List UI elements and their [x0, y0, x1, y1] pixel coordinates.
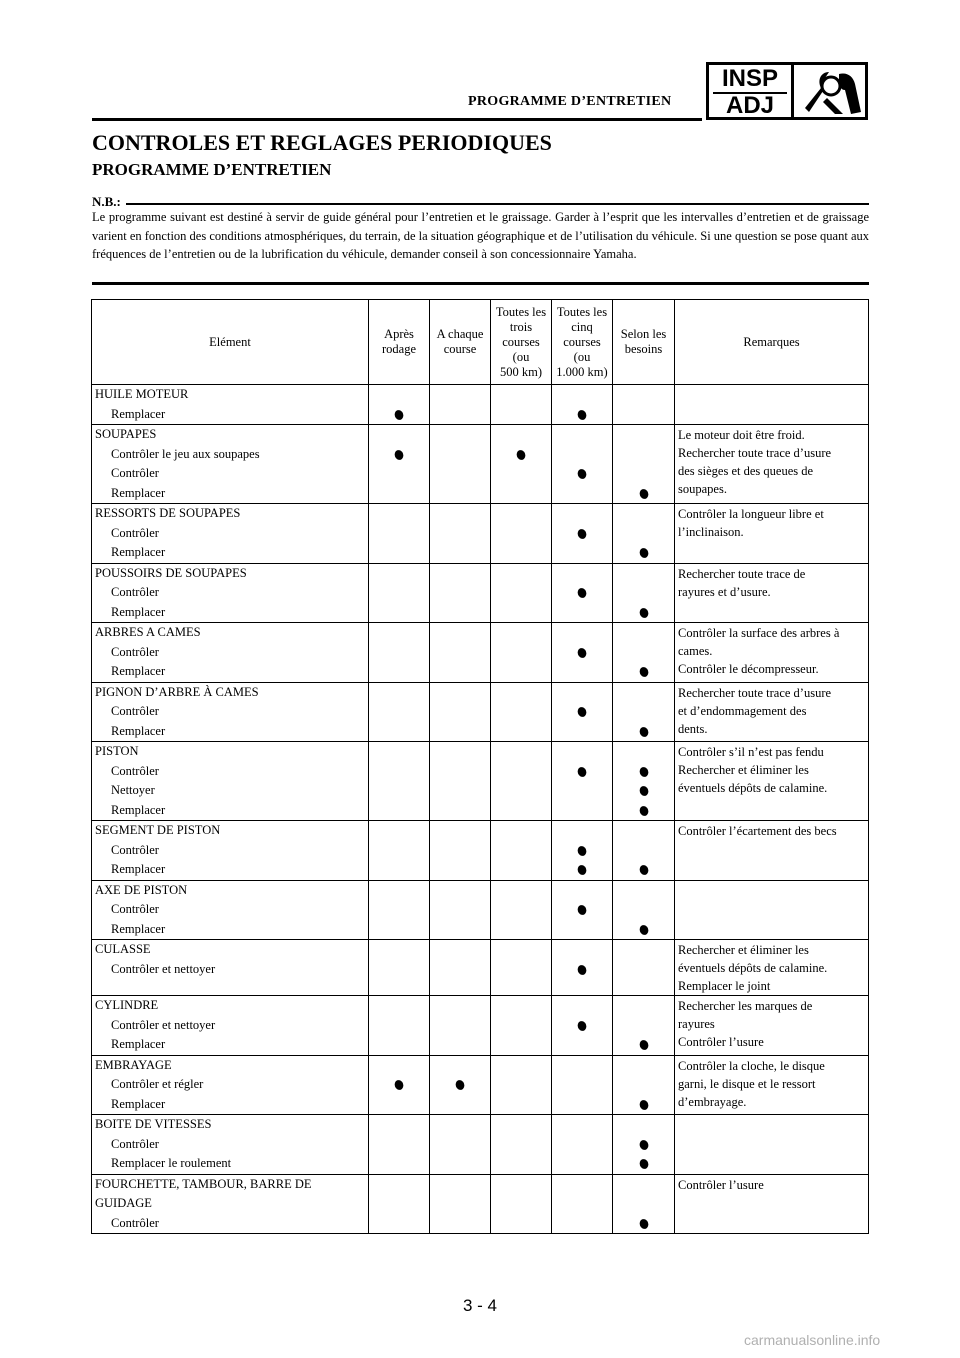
badge-adj-label: ADJ — [725, 92, 774, 119]
item-action: Contrôler — [111, 585, 159, 599]
interval-cell — [430, 623, 491, 683]
item-action: Contrôler — [111, 644, 159, 659]
header-every-three-races — [491, 300, 552, 385]
item-cell — [92, 742, 369, 821]
bullet-mark — [638, 1158, 649, 1170]
page-title: CONTROLES ET REGLAGES PERIODIQUES — [92, 130, 552, 155]
header-line: besoins — [624, 342, 663, 356]
remark-line: éventuels dépôts de calamine. — [678, 781, 828, 795]
interval-cell — [430, 996, 491, 1056]
item-cell — [92, 504, 369, 564]
item-action: Contrôler — [111, 1136, 159, 1151]
bullet-mark — [638, 547, 649, 559]
item-title: FOURCHETTE, TAMBOUR, BARRE DE — [95, 1176, 312, 1191]
page-subtitle: PROGRAMME D’ENTRETIEN — [92, 160, 332, 179]
bullet-mark — [638, 1138, 649, 1150]
interval-cell — [369, 742, 430, 821]
interval-cell — [369, 425, 430, 504]
item-title: PIGNON D’ARBRE À CAMES — [95, 684, 259, 699]
item-cell — [92, 940, 369, 996]
table-row — [92, 821, 869, 881]
item-cell — [92, 623, 369, 683]
table-row — [92, 1174, 869, 1234]
header-element: Elément — [92, 300, 369, 385]
table-row — [92, 1115, 869, 1175]
wrench-tools-icon — [799, 68, 865, 118]
bullet-mark — [638, 1098, 649, 1110]
item-cell — [92, 682, 369, 742]
interval-cell — [491, 623, 552, 683]
interval-cell — [552, 425, 613, 504]
header-every-five-races — [552, 300, 613, 385]
item-action: Remplacer — [111, 406, 166, 421]
remarks-cell — [675, 940, 869, 996]
item-title: POUSSOIRS DE SOUPAPES — [95, 565, 247, 580]
watermark: carmanualsonline.info — [744, 1332, 881, 1348]
interval-cell — [491, 1174, 552, 1234]
remarks-cell — [675, 742, 869, 821]
header-remarks: Remarques — [675, 300, 869, 385]
header-line: rodage — [381, 342, 416, 356]
bullet-mark — [638, 725, 649, 737]
header-rule — [92, 118, 702, 121]
remark-line: Contrôler la cloche, le disque — [678, 1058, 825, 1073]
remark-line: rayures et d’usure. — [678, 584, 771, 599]
bullet-mark — [393, 448, 404, 460]
header-line: courses — [502, 334, 540, 349]
item-action: Remplacer — [111, 802, 166, 817]
remarks-cell — [675, 996, 869, 1056]
badge-insp-label: INSP — [721, 65, 778, 92]
interval-cell — [613, 996, 675, 1056]
interval-cell — [430, 821, 491, 881]
remark-line: Rechercher et éliminer les — [678, 943, 809, 957]
interval-cell — [552, 385, 613, 425]
bullet-mark — [576, 963, 587, 975]
header-line: course — [443, 342, 477, 356]
remarks-cell — [675, 425, 869, 504]
remarks-cell — [675, 385, 869, 425]
maintenance-table — [91, 299, 869, 1234]
table-row — [92, 996, 869, 1056]
item-title: CYLINDRE — [95, 998, 159, 1012]
interval-cell — [369, 1055, 430, 1115]
bullet-mark — [576, 765, 587, 777]
remark-line: éventuels dépôts de calamine. — [678, 961, 828, 975]
item-cell — [92, 821, 369, 881]
item-action: Contrôler — [111, 842, 159, 857]
item-action: Remplacer — [111, 664, 166, 678]
remark-line: d’embrayage. — [678, 1094, 747, 1109]
interval-cell — [552, 880, 613, 940]
item-action: Remplacer — [111, 921, 166, 936]
header-line: trois — [509, 319, 533, 334]
interval-cell — [491, 742, 552, 821]
interval-cell — [613, 425, 675, 504]
item-title: SOUPAPES — [95, 427, 157, 441]
bullet-mark — [638, 1039, 649, 1051]
bullet-mark — [576, 706, 587, 718]
remark-line: Rechercher toute trace d’usure — [678, 685, 832, 700]
remark-line: Rechercher les marques de — [678, 999, 813, 1013]
bullet-mark — [576, 646, 587, 658]
item-action: Contrôler le jeu aux soupapes — [111, 446, 260, 461]
item-title: AXE DE PISTON — [95, 882, 188, 897]
table-row — [92, 1055, 869, 1115]
interval-cell — [491, 821, 552, 881]
remark-line: Le moteur doit être froid. — [678, 428, 805, 442]
interval-cell — [491, 504, 552, 564]
bullet-mark — [638, 785, 649, 797]
interval-cell — [613, 563, 675, 623]
interval-cell — [430, 880, 491, 940]
item-action: Remplacer — [111, 485, 166, 500]
bullet-mark — [515, 448, 526, 460]
item-action: Remplacer — [111, 723, 166, 738]
item-action: Remplacer le roulement — [111, 1156, 232, 1170]
table-row — [92, 623, 869, 683]
interval-cell — [430, 1174, 491, 1234]
remark-line: Contrôler l’usure — [678, 1035, 764, 1049]
interval-cell — [430, 425, 491, 504]
bullet-mark — [638, 765, 649, 777]
interval-cell — [369, 623, 430, 683]
interval-cell — [430, 504, 491, 564]
item-cell — [92, 1055, 369, 1115]
header-every-race — [430, 300, 491, 385]
interval-cell — [552, 1055, 613, 1115]
interval-cell — [552, 682, 613, 742]
bullet-mark — [576, 844, 587, 856]
remarks-cell — [675, 504, 869, 564]
header-line: 1.000 km) — [556, 364, 608, 379]
interval-cell — [613, 385, 675, 425]
badge-separator — [791, 65, 794, 117]
interval-cell — [613, 1115, 675, 1175]
interval-cell — [430, 1115, 491, 1175]
interval-cell — [613, 880, 675, 940]
item-title: HUILE MOTEUR — [95, 387, 189, 401]
interval-cell — [369, 504, 430, 564]
bullet-mark — [638, 666, 649, 678]
item-action: Contrôler — [111, 704, 159, 718]
item-action: Remplacer — [111, 1037, 166, 1051]
item-title: CULASSE — [95, 942, 151, 956]
bullet-mark — [638, 864, 649, 876]
interval-cell — [369, 996, 430, 1056]
interval-cell — [369, 563, 430, 623]
item-title: EMBRAYAGE — [95, 1057, 172, 1072]
remark-line: dents. — [678, 721, 708, 736]
running-header-title: PROGRAMME D’ENTRETIEN — [468, 94, 672, 109]
remark-line: Rechercher toute trace de — [678, 566, 806, 581]
interval-cell — [552, 1115, 613, 1175]
interval-cell — [369, 880, 430, 940]
table-row — [92, 425, 869, 504]
bullet-mark — [638, 606, 649, 618]
item-action: Contrôler — [111, 902, 159, 916]
interval-cell — [491, 425, 552, 504]
header-line: cinq — [571, 319, 593, 334]
remark-line: Rechercher et éliminer les — [678, 763, 809, 777]
interval-cell — [552, 940, 613, 996]
bullet-mark — [576, 408, 587, 420]
item-title: BOITE DE VITESSES — [95, 1117, 212, 1131]
bullet-mark — [576, 1019, 587, 1031]
item-action: Contrôler et nettoyer — [111, 961, 216, 976]
interval-cell — [552, 504, 613, 564]
item-title: ARBRES A CAMES — [95, 625, 201, 639]
remarks-cell — [675, 880, 869, 940]
item-cell — [92, 563, 369, 623]
table-row — [92, 504, 869, 564]
interval-cell — [491, 1055, 552, 1115]
bullet-mark — [576, 587, 587, 599]
remark-line: et d’endommagement des — [678, 703, 807, 718]
bullet-mark — [638, 804, 649, 816]
item-action: Remplacer — [111, 1096, 166, 1111]
remarks-cell — [675, 682, 869, 742]
interval-cell — [430, 385, 491, 425]
remark-line: des sièges et des queues de — [678, 464, 814, 478]
remark-line: soupapes. — [678, 482, 727, 496]
item-action: Remplacer — [111, 604, 166, 619]
item-title: PISTON — [95, 744, 139, 758]
interval-cell — [369, 940, 430, 996]
table-row — [92, 563, 869, 623]
table-row — [92, 880, 869, 940]
interval-cell — [552, 821, 613, 881]
item-action: Remplacer — [111, 862, 166, 876]
bullet-mark — [638, 923, 649, 935]
item-title: GUIDAGE — [95, 1196, 152, 1210]
item-action: Contrôler — [111, 466, 159, 480]
interval-cell — [491, 940, 552, 996]
note-label: N.B.: — [92, 194, 121, 209]
note-text: Le programme suivant est destiné à servir de guide général pour l’entretien et le graissage. Garder à l’esprit que les intervalles d’entretien et de graissage varient en fonction des conditions atmosphériques, du terrain, de la situation géographique et de l’utilisation du véhicule. Si une question se pose quant aux fréquences de l’entretien ou de la lubrification du véhicule, demander conseil à son concessionnaire Yamaha. — [92, 210, 869, 261]
remarks-cell — [675, 563, 869, 623]
item-cell — [92, 385, 369, 425]
interval-cell — [430, 563, 491, 623]
bullet-mark — [576, 527, 587, 539]
table-row — [92, 742, 869, 821]
remarks-cell — [675, 821, 869, 881]
remark-line: Contrôler la longueur libre et — [678, 507, 824, 521]
insp-adj-badge — [706, 62, 868, 120]
table-row — [92, 385, 869, 425]
interval-cell — [491, 1115, 552, 1175]
header-line: Toutes les — [495, 304, 547, 319]
header-line: (ou — [512, 349, 530, 364]
header-as-needed — [613, 300, 675, 385]
interval-cell — [613, 504, 675, 564]
note-rule — [126, 203, 869, 205]
interval-cell — [552, 563, 613, 623]
page-number: 3 - 4 — [462, 1296, 498, 1315]
interval-cell — [369, 385, 430, 425]
interval-cell — [613, 940, 675, 996]
remark-line: rayures — [678, 1017, 715, 1031]
interval-cell — [613, 742, 675, 821]
item-cell — [92, 880, 369, 940]
interval-cell — [491, 880, 552, 940]
item-action: Remplacer — [111, 545, 166, 559]
header-line: Après — [384, 327, 414, 341]
remarks-cell — [675, 1174, 869, 1234]
bullet-mark — [638, 1217, 649, 1229]
remark-line: l’inclinaison. — [678, 525, 744, 539]
interval-cell — [613, 1174, 675, 1234]
header-line: A chaque — [436, 327, 484, 341]
item-action: Contrôler et régler — [111, 1077, 204, 1091]
interval-cell — [491, 682, 552, 742]
bullet-mark — [454, 1079, 465, 1091]
interval-cell — [491, 996, 552, 1056]
item-cell — [92, 996, 369, 1056]
item-action: Contrôler — [111, 1215, 159, 1230]
interval-cell — [430, 940, 491, 996]
bullet-mark — [393, 408, 404, 420]
bullet-mark — [576, 864, 587, 876]
header-line: Selon les — [620, 327, 667, 341]
interval-cell — [613, 682, 675, 742]
remark-line: Rechercher toute trace d’usure — [678, 446, 832, 460]
remark-line: Contrôler l’usure — [678, 1177, 764, 1192]
remark-line: Contrôler le décompresseur. — [678, 662, 819, 676]
header-after-break-in — [369, 300, 430, 385]
interval-cell — [613, 623, 675, 683]
interval-cell — [552, 742, 613, 821]
remarks-cell — [675, 1055, 869, 1115]
interval-cell — [552, 996, 613, 1056]
header-line: courses — [563, 334, 601, 349]
item-action: Contrôler et nettoyer — [111, 1017, 216, 1032]
remark-line: garni, le disque et le ressort — [678, 1076, 816, 1091]
interval-cell — [552, 623, 613, 683]
interval-cell — [491, 385, 552, 425]
remark-line: Contrôler la surface des arbres à — [678, 626, 840, 640]
bullet-mark — [393, 1079, 404, 1091]
bullet-mark — [638, 487, 649, 499]
note-bottom-rule — [92, 282, 869, 285]
item-action: Contrôler — [111, 763, 159, 778]
remark-line: Contrôler s’il n’est pas fendu — [678, 745, 824, 759]
header-line: 500 km) — [499, 364, 542, 379]
remark-line: cames. — [678, 644, 713, 658]
item-action: Contrôler — [111, 525, 159, 540]
header-line: Toutes les — [556, 304, 608, 319]
interval-cell — [369, 1115, 430, 1175]
item-cell — [92, 425, 369, 504]
interval-cell — [430, 682, 491, 742]
bullet-mark — [576, 904, 587, 916]
interval-cell — [613, 821, 675, 881]
item-cell — [92, 1174, 369, 1234]
table-row — [92, 682, 869, 742]
interval-cell — [491, 563, 552, 623]
table-row — [92, 940, 869, 996]
interval-cell — [613, 1055, 675, 1115]
bullet-mark — [576, 468, 587, 480]
item-title: RESSORTS DE SOUPAPES — [95, 506, 241, 520]
item-cell — [92, 1115, 369, 1175]
remark-line: Remplacer le joint — [678, 979, 771, 993]
remarks-cell — [675, 623, 869, 683]
item-title: SEGMENT DE PISTON — [95, 823, 221, 837]
interval-cell — [552, 1174, 613, 1234]
header-line: (ou — [573, 349, 591, 364]
interval-cell — [369, 1174, 430, 1234]
interval-cell — [369, 821, 430, 881]
remark-line: Contrôler l’écartement des becs — [678, 824, 837, 838]
interval-cell — [430, 742, 491, 821]
remarks-cell — [675, 1115, 869, 1175]
interval-cell — [430, 1055, 491, 1115]
interval-cell — [369, 682, 430, 742]
item-action: Nettoyer — [111, 783, 155, 797]
